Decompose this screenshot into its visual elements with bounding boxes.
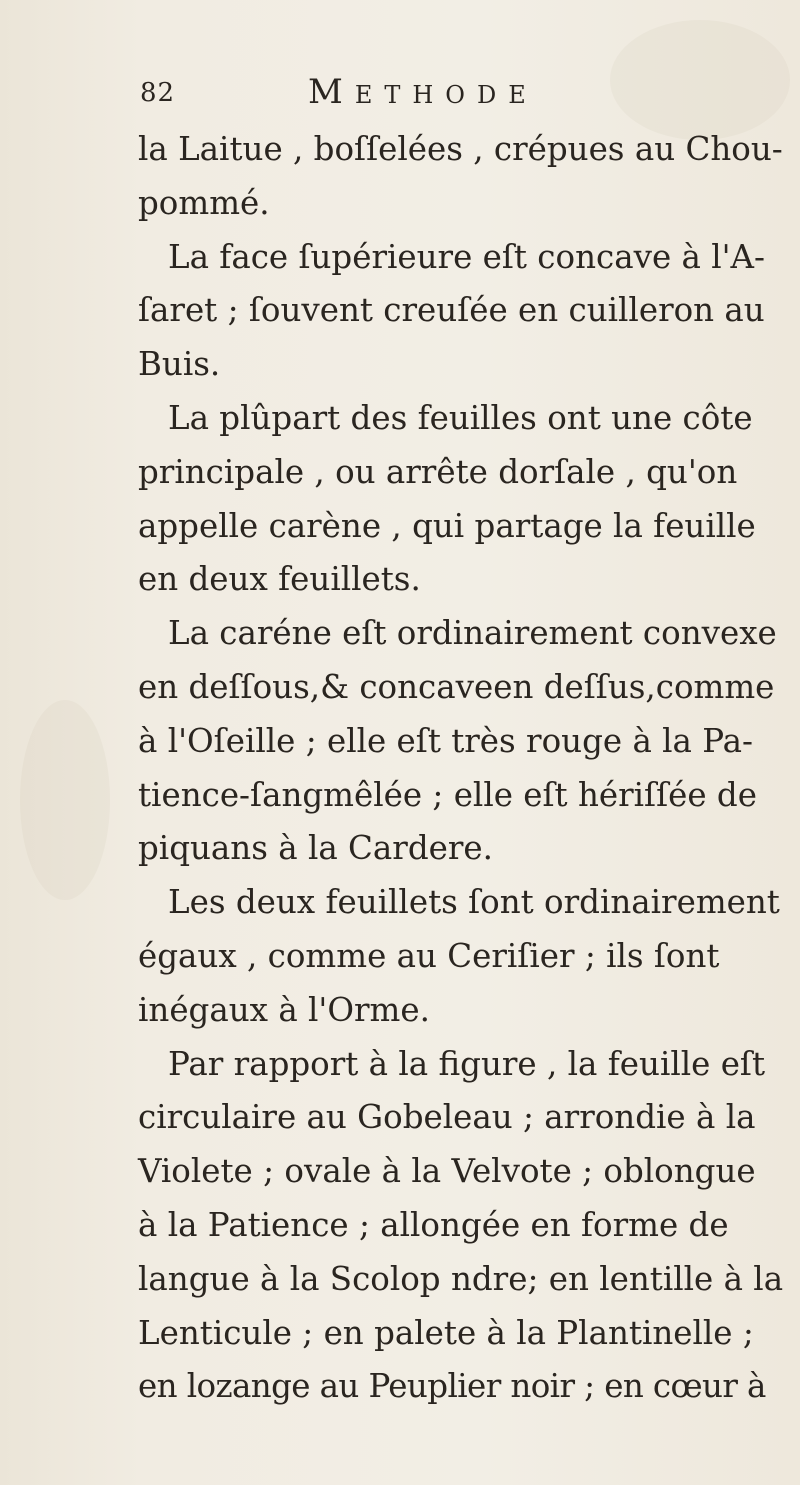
text-line: piquans à la Cardere.	[138, 829, 493, 868]
text-line: pommé.	[138, 183, 270, 222]
text-line: La plûpart des feuilles ont une côte	[168, 398, 753, 437]
text-line: appelle carène , qui partage la feuille	[138, 506, 756, 545]
text-line: Lenticule ; en palete à la Plantinelle ;	[138, 1313, 754, 1352]
text-line: tience-ſangmêlée ; elle eſt hériſſée de	[138, 775, 757, 814]
text-line: La face ſupérieure eſt concave à l'A-	[168, 237, 765, 276]
text-line: Buis.	[138, 345, 221, 384]
text-line: égaux , comme au Ceriſier ; ils ſont	[138, 936, 720, 975]
paper-stain	[20, 700, 110, 900]
text-line: à l'Oſeille ; elle eſt très rouge à la Pa-	[138, 721, 754, 760]
running-title: Methode	[308, 72, 538, 112]
page-number: 82	[140, 78, 176, 108]
text-line: inégaux à l'Orme.	[138, 990, 430, 1029]
text-line: La caréne eſt ordinairement convexe	[168, 614, 777, 653]
text-line: en lozange au Peuplier noir ; en cœur à	[138, 1367, 766, 1406]
text-line: principale , ou arrête dorſale , qu'on	[138, 452, 738, 491]
text-line: la Laitue , boſſelées , crépues au Chou-	[138, 130, 783, 168]
text-line: à la Patience ; allongée en forme de	[138, 1205, 729, 1244]
text-line: Par rapport à la figure , la feuille eſt	[168, 1044, 766, 1083]
text-line: circulaire au Gobeleau ; arrondie à la	[138, 1098, 756, 1137]
page-header	[140, 72, 660, 116]
text-line: en deux feuillets.	[138, 560, 421, 599]
text-line: Violete ; ovale à la Velvote ; oblongue	[138, 1152, 756, 1191]
text-line: en deſſous,& concaveen deſſus,comme	[138, 667, 775, 706]
text-line: ſaret ; ſouvent creuſée en cuilleron au	[138, 291, 765, 330]
text-line: langue à la Scolop ndre; en lentille à la	[138, 1259, 784, 1298]
body-text	[138, 123, 784, 1414]
text-line: Les deux feuillets ſont ordinairement	[168, 883, 780, 922]
